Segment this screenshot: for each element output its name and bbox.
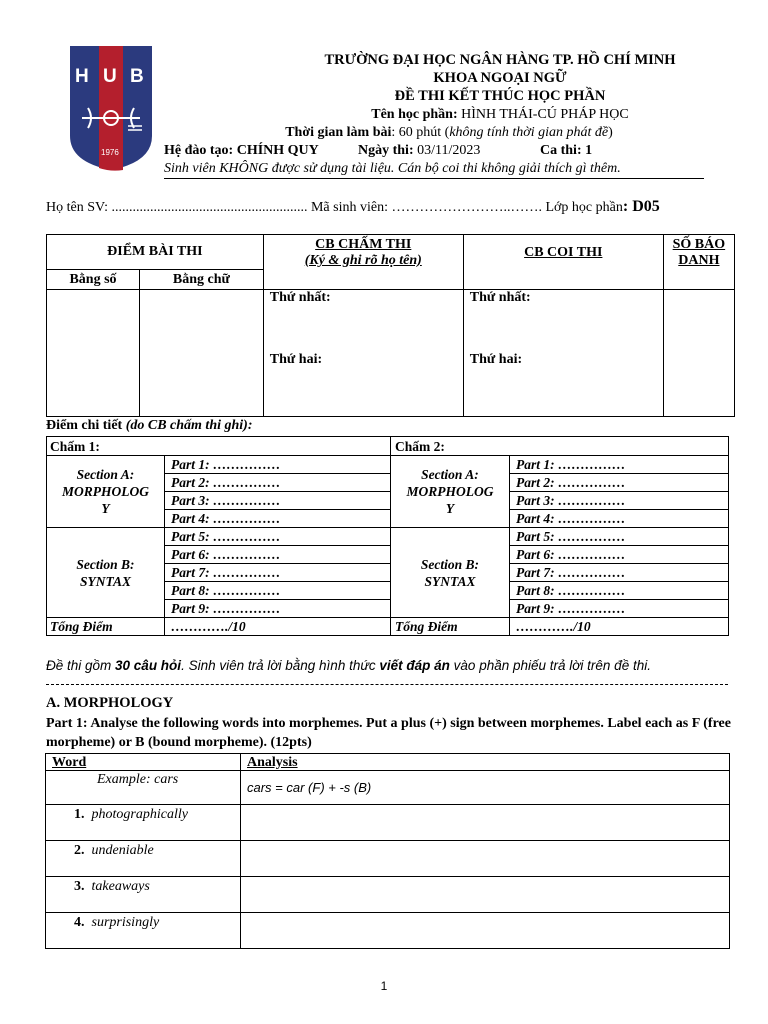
program-value: CHÍNH QUY [236, 143, 319, 158]
item-word: undeniable [91, 843, 154, 858]
grader-first: Thứ nhất: [269, 290, 331, 305]
student-info-line [46, 198, 726, 216]
g1-part-9[interactable]: Part 9: …………… [165, 600, 391, 618]
grader-sign-cell[interactable] [263, 290, 463, 417]
score-title: ĐIỂM BÀI THI [47, 235, 264, 270]
g1-section-a-line3: Y [101, 501, 110, 516]
intro-part1: Đề thi gồm [46, 658, 116, 673]
page-number: 1 [380, 979, 388, 993]
logo-letter-b: B [130, 66, 144, 87]
score-box-table [46, 234, 735, 417]
score-words-cell[interactable] [140, 290, 264, 417]
g2-section-a-line1: Section A: [421, 467, 479, 482]
item-number: 1. [74, 807, 85, 822]
notice-bold: KHÔNG [219, 161, 269, 176]
col-analysis-header: Analysis [241, 754, 730, 771]
word-cell [46, 877, 241, 913]
g1-part-6[interactable]: Part 6: …………… [165, 546, 391, 564]
g1-section-b-line2: SYNTAX [79, 573, 131, 589]
g2-part-9[interactable]: Part 9: …………… [510, 600, 729, 618]
item-number: 3. [74, 879, 85, 894]
g1-part-2[interactable]: Part 2: …………… [165, 474, 391, 492]
course-name: HÌNH THÁI-CÚ PHÁP HỌC [461, 107, 629, 122]
g1-total-value[interactable]: …………./10 [165, 618, 391, 636]
student-id-field[interactable]: Mã sinh viên: ……………………..……. Lớp học phần [307, 200, 623, 215]
time-note: không tính thời gian phát đề [449, 125, 609, 140]
g2-total-value[interactable]: …………./10 [510, 618, 729, 636]
g1-section-b-line1: Section B: [76, 556, 135, 572]
word-cell [46, 913, 241, 949]
date-label: Ngày thi: [358, 143, 418, 158]
dashed-divider [46, 684, 728, 685]
example-analysis: cars = car (F) + -s (B) [241, 771, 730, 805]
example-word: Example: cars [46, 771, 241, 805]
analysis-answer-cell[interactable] [241, 913, 730, 949]
word-cell [46, 805, 241, 841]
g1-section-a [47, 456, 165, 528]
analysis-answer-cell[interactable] [241, 841, 730, 877]
course-label: Tên học phần: [371, 107, 462, 122]
g2-total-label: Tổng Điểm [391, 618, 510, 636]
proctor-sign-cell[interactable] [463, 290, 663, 417]
logo-letter-u: U [103, 66, 117, 87]
exam-intro [46, 658, 736, 673]
g2-part-1[interactable]: Part 1: …………… [510, 456, 729, 474]
g2-section-a-line3: Y [445, 501, 455, 516]
detail-title-note: (do CB chấm thi ghi): [125, 418, 253, 433]
grader-header [263, 235, 463, 290]
candidate-number-line2: DANH [678, 253, 720, 268]
g1-part-3[interactable]: Part 3: …………… [165, 492, 391, 510]
word-cell [46, 841, 241, 877]
g1-part-5[interactable]: Part 5: …………… [165, 528, 391, 546]
candidate-number-header [663, 235, 734, 290]
g1-section-a-line2: MORPHOLOG [62, 484, 149, 499]
item-word: surprisingly [91, 915, 160, 930]
proctor-title: CB COI THI [463, 235, 663, 290]
g2-part-3[interactable]: Part 3: …………… [510, 492, 729, 510]
item-word: photographically [91, 807, 188, 822]
g2-section-a [391, 456, 510, 528]
intro-part3: vào phần phiếu trả lời trên đề thi. [449, 658, 651, 673]
analysis-answer-cell[interactable] [241, 805, 730, 841]
notice-part2: được sử dụng tài liệu. Cán bộ coi thi không giải thích gì thêm. [268, 161, 621, 176]
program-label: Hệ đào tạo: [164, 143, 237, 158]
date-group [358, 142, 480, 159]
detail-title-label: Điểm chi tiết [46, 418, 126, 433]
g1-part-8[interactable]: Part 8: …………… [165, 582, 391, 600]
date-value: 03/11/2023 [417, 143, 481, 158]
score-in-words-header: Bằng chữ [140, 270, 264, 290]
student-name-field[interactable]: Họ tên SV: ........................................................ [46, 200, 308, 215]
intro-part2: . Sinh viên trả lời bằng hình thức [181, 658, 380, 673]
part1-instruction: Part 1: Analyse the following words into morphemes. Put a plus (+) sign between morphemes. Label each as F (free morpheme) or B (bound morpheme). (12pts) [46, 716, 731, 750]
g2-part-8[interactable]: Part 8: …………… [510, 582, 729, 600]
item-number: 2. [74, 843, 85, 858]
table-row [46, 877, 730, 913]
exam-title: ĐỀ THI KẾT THÚC HỌC PHẦN [394, 88, 606, 104]
g1-section-a-line1: Section A: [76, 467, 135, 482]
university-logo [68, 44, 154, 172]
g2-part-2[interactable]: Part 2: …………… [510, 474, 729, 492]
g2-section-a-line2: MORPHOLOG [406, 484, 494, 499]
university-name: TRƯỜNG ĐẠI HỌC NGÂN HÀNG TP. HỒ CHÍ MINH [324, 52, 676, 68]
course-line [300, 106, 700, 123]
grader1-label: Chấm 1: [47, 437, 391, 456]
session-label: Ca thi: 1 [540, 143, 593, 158]
g2-section-b-line2: SYNTAX [424, 573, 476, 589]
g2-part-7[interactable]: Part 7: …………… [510, 564, 729, 582]
col-word-header: Word [46, 754, 241, 771]
g2-part-4[interactable]: Part 4: …………… [510, 510, 729, 528]
analysis-answer-cell[interactable] [241, 877, 730, 913]
time-close: ) [608, 125, 613, 140]
score-number-cell[interactable] [47, 290, 140, 417]
logo-letter-h: H [75, 66, 89, 87]
g1-part-7[interactable]: Part 7: …………… [165, 564, 391, 582]
g2-part-6[interactable]: Part 6: …………… [510, 546, 729, 564]
logo-year: 1976 [101, 148, 119, 157]
time-value: : 60 phút ( [391, 125, 450, 140]
section-a-heading: A. MORPHOLOGY [46, 695, 174, 711]
faculty-name: KHOA NGOẠI NGỮ [433, 70, 567, 86]
g1-part-1[interactable]: Part 1: …………… [165, 456, 391, 474]
g2-section-b [391, 528, 510, 618]
notice-line [164, 160, 704, 179]
detail-title [46, 418, 253, 434]
g1-section-b [47, 528, 165, 618]
g2-section-b-line1: Section B: [420, 556, 480, 572]
grader-subtitle: (Ký & ghi rõ họ tên) [304, 253, 422, 268]
proctor-first: Thứ nhất: [469, 290, 531, 305]
detail-score-table [46, 436, 729, 636]
grader-title: CB CHẤM THI [315, 237, 412, 252]
table-row [46, 841, 730, 877]
candidate-number-line1: SỐ BÁO [672, 237, 726, 252]
grader2-label: Chấm 2: [391, 437, 729, 456]
class-value: : D05 [622, 198, 660, 215]
g1-total-label: Tổng Điểm [47, 618, 165, 636]
time-label: Thời gian làm bài [285, 125, 392, 140]
intro-bold2: viết đáp án [379, 658, 450, 673]
item-word: takeaways [91, 879, 150, 894]
g2-part-5[interactable]: Part 5: …………… [510, 528, 729, 546]
score-in-number-header: Bằng số [47, 270, 140, 290]
item-number: 4. [74, 915, 85, 930]
time-line [264, 124, 634, 141]
notice-part1: Sinh viên [164, 161, 220, 176]
g1-part-4[interactable]: Part 4: …………… [165, 510, 391, 528]
table-row [46, 913, 730, 949]
table-row [46, 805, 730, 841]
analysis-table [45, 753, 730, 949]
candidate-number-cell[interactable] [663, 290, 734, 417]
program-line [164, 142, 704, 159]
intro-bold1: 30 câu hỏi [115, 658, 182, 673]
grader-second: Thứ hai: [269, 352, 323, 367]
proctor-second: Thứ hai: [469, 352, 523, 367]
